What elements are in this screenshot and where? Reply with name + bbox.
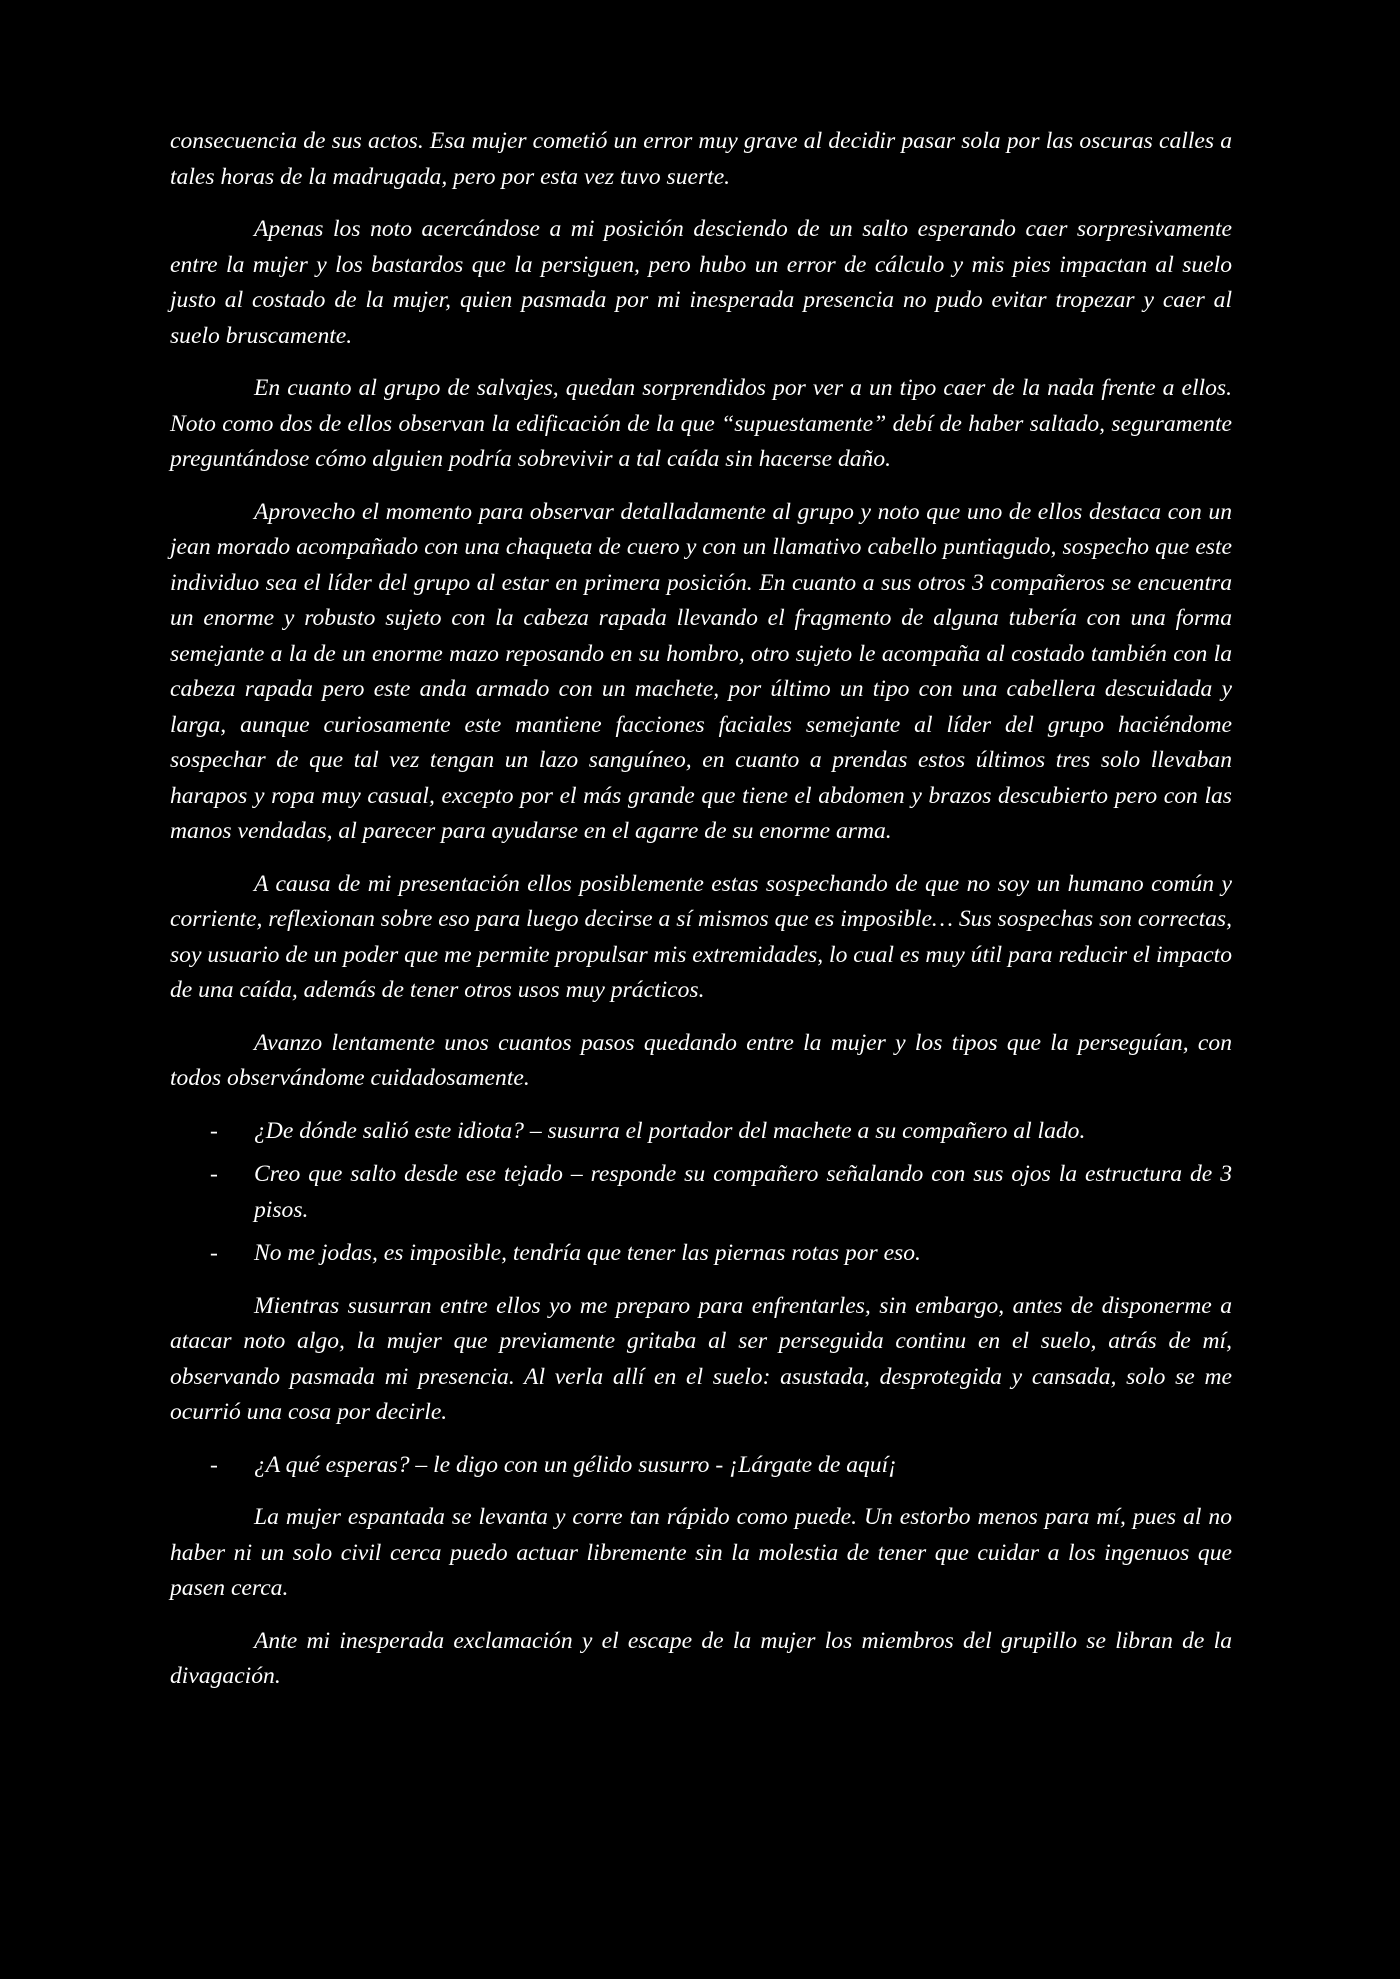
paragraph: La mujer espantada se levanta y corre tan rápido como puede. Un estorbo menos para mí, pues al no haber ni un solo civil cerca puedo actuar libremente sin la molestia de tener que cuidar a los ingenuos que pasen cerca. bbox=[170, 1504, 1232, 1601]
paragraph: A causa de mi presentación ellos posiblemente estas sospechando de que no soy un humano común y corriente, reflexionan sobre eso para luego decirse a sí mismos que es imposible… Sus sospechas son correctas, soy usuario de un poder que me permite propulsar mis extremidades, lo cual es muy útil para reducir el impacto de una caída, además de tener otros usos muy prácticos. bbox=[170, 870, 1232, 1003]
dialogue-line bbox=[170, 1157, 1232, 1228]
paragraph: Aprovecho el momento para observar detalladamente al grupo y noto que uno de ellos destaca con un jean morado acompañado con una chaqueta de cuero y con un llamativo cabello puntiagudo, sospecho que este individuo sea el líder del grupo al estar en primera posición. En cuanto a sus otros 3 compañeros se encuentra un enorme y robusto sujeto con la cabeza rapada llevando el fragmento de alguna tubería con una forma semejante a la de un enorme mazo reposando en su hombro, otro sujeto le acompaña al costado también con la cabeza rapada pero este anda armado con un machete, por último un tipo con una cabellera descuidada y larga, aunque curiosamente este mantiene facciones faciales semejante al líder del grupo haciéndome sospechar de que tal vez tengan un lazo sanguíneo, en cuanto a prendas estos últimos tres solo llevaban harapos y ropa muy casual, excepto por el más grande que tiene el abdomen y brazos descubierto pero con las manos vendadas, al parecer para ayudarse en el agarre de su enorme arma. bbox=[170, 498, 1232, 844]
dialogue-text: ¿De dónde salió este idiota? – susurra el portador del machete a su compañero al lado. bbox=[254, 1117, 1086, 1144]
paragraph: Apenas los noto acercándose a mi posición desciendo de un salto esperando caer sorpresivamente entre la mujer y los bastardos que la persiguen, pero hubo un error de cálculo y mis pies impactan al suelo justo al costado de la mujer, quien pasmada por mi inesperada presencia no pudo evitar tropezar y caer al suelo bruscamente. bbox=[170, 216, 1232, 349]
paragraph: Ante mi inesperada exclamación y el escape de la mujer los miembros del grupillo se libran de la divagación. bbox=[170, 1627, 1232, 1689]
paragraph: consecuencia de sus actos. Esa mujer cometió un error muy grave al decidir pasar sola por las oscuras calles a tales horas de la madrugada, pero por esta vez tuvo suerte. bbox=[170, 128, 1232, 190]
dialogue-dash: - bbox=[210, 1240, 218, 1266]
dialogue-text: ¿A qué esperas? – le digo con un gélido susurro - ¡Lárgate de aquí¡ bbox=[254, 1451, 898, 1478]
paragraph: En cuanto al grupo de salvajes, quedan sorprendidos por ver a un tipo caer de la nada frente a ellos. Noto como dos de ellos observan la edificación de la que “supuestamente” debí de haber saltado, seguramente preguntándose cómo alguien podría sobrevivir a tal caída sin hacerse daño. bbox=[170, 375, 1232, 472]
dialogue-line bbox=[170, 1236, 1232, 1272]
dialogue-line bbox=[170, 1448, 1232, 1484]
dialogue-dash: - bbox=[210, 1451, 218, 1478]
paragraph: Mientras susurran entre ellos yo me preparo para enfrentarles, sin embargo, antes de disponerme a atacar noto algo, la mujer que previamente gritaba al ser perseguida continu en el suelo, atrás de mí, observando pasmada mi presencia. Al verla allí en el suelo: asustada, desprotegida y cansada, solo se me ocurrió una cosa por decirle. bbox=[170, 1292, 1232, 1425]
dialogue-text: No me jodas, es imposible, tendría que tener las piernas rotas por eso. bbox=[254, 1240, 921, 1266]
document-page bbox=[170, 124, 1232, 1712]
dialogue-line bbox=[170, 1114, 1232, 1150]
dialogue-dash: - bbox=[210, 1161, 218, 1187]
paragraph: Avanzo lentamente unos cuantos pasos quedando entre la mujer y los tipos que la perseguían, con todos observándome cuidadosamente. bbox=[170, 1029, 1232, 1091]
dialogue-dash: - bbox=[210, 1117, 218, 1144]
dialogue-text: Creo que salto desde ese tejado – responde su compañero señalando con sus ojos la estructura de 3 pisos. bbox=[254, 1161, 1232, 1223]
